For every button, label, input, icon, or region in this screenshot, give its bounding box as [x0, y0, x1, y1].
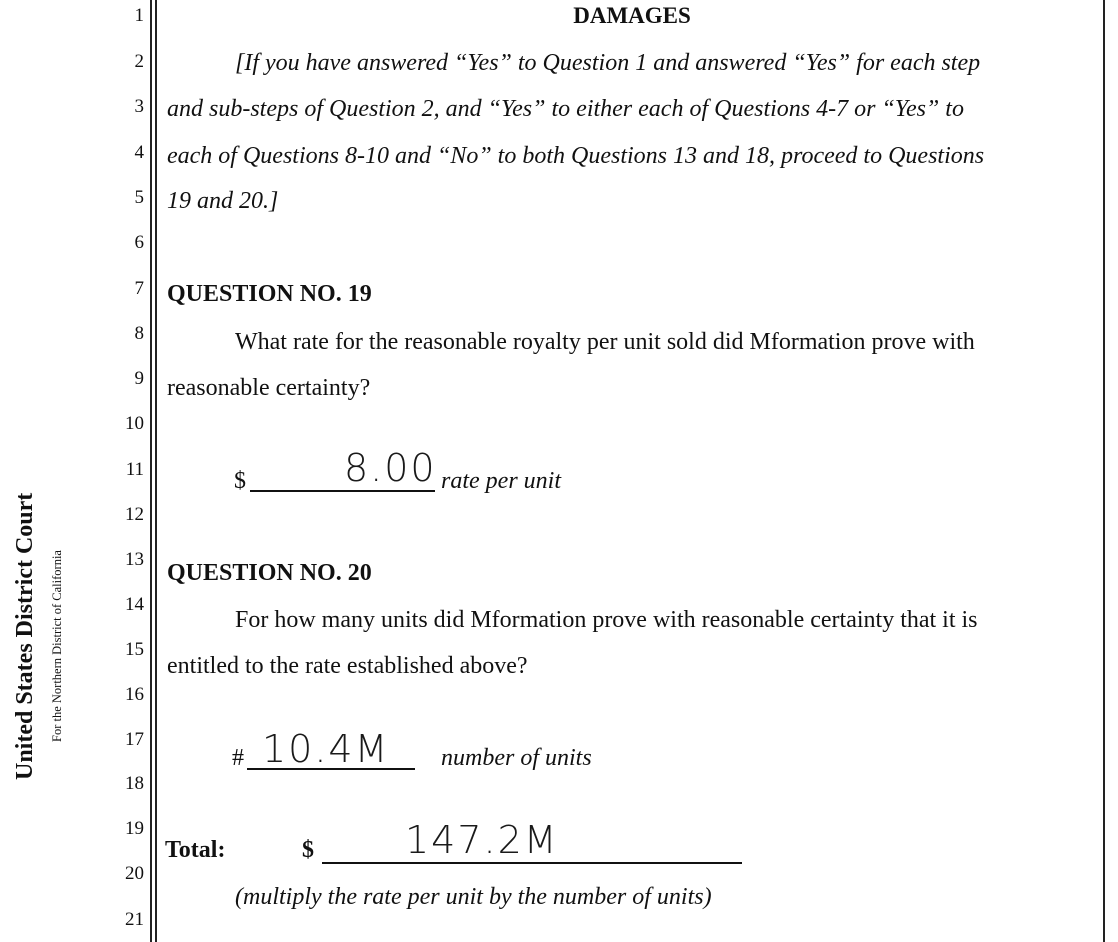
line-number: 1 [134, 5, 144, 26]
question-20-suffix: number of units [441, 745, 592, 771]
court-name: United States District Court [12, 492, 38, 780]
instruction-line: and sub-steps of Question 2, and “Yes” to either each of Questions 4-7 or “Yes” to [167, 96, 964, 122]
question-19-answer: 8.00 [344, 446, 437, 490]
instruction-line: [If you have answered “Yes” to Question 1 and answered “Yes” for each step [235, 50, 981, 76]
line-number: 8 [134, 323, 144, 344]
instruction-line: each of Questions 8-10 and “No” to both Questions 13 and 18, proceed to Questions [167, 143, 985, 169]
line-number: 5 [134, 187, 144, 208]
line-number: 10 [125, 413, 144, 434]
line-number: 4 [134, 142, 144, 163]
line-number: 12 [125, 504, 144, 525]
line-number: 7 [134, 278, 144, 299]
line-number: 14 [125, 594, 144, 615]
question-20-title: QUESTION NO. 20 [167, 560, 372, 586]
line-number: 15 [125, 639, 144, 660]
total-answer-line [322, 862, 742, 864]
question-20-text: For how many units did Mformation prove with reasonable certainty that it is [235, 607, 978, 633]
line-number: 18 [125, 773, 144, 794]
right-margin-rule [1103, 0, 1105, 942]
total-answer: 147.2M [405, 818, 559, 862]
question-19-answer-line [250, 490, 435, 492]
total-note: (multiply the rate per unit by the number of units) [235, 884, 712, 910]
line-number: 17 [125, 729, 144, 750]
question-20-answer: 10.4M [262, 727, 390, 771]
question-20-text: entitled to the rate established above? [167, 653, 528, 679]
instruction-line: 19 and 20.] [167, 188, 279, 214]
line-number: 20 [125, 863, 144, 884]
total-label: Total: [165, 837, 226, 863]
line-number: 3 [134, 96, 144, 117]
line-number: 13 [125, 549, 144, 570]
left-margin-rule [155, 0, 157, 942]
line-number: 9 [134, 368, 144, 389]
question-19-text: What rate for the reasonable royalty per unit sold did Mformation prove with [235, 329, 975, 355]
line-number: 19 [125, 818, 144, 839]
page-title: DAMAGES [573, 3, 691, 28]
line-number: 11 [125, 459, 144, 480]
question-19-text: reasonable certainty? [167, 375, 371, 401]
question-19-prefix: $ [234, 468, 246, 494]
question-19-title: QUESTION NO. 19 [167, 281, 372, 307]
line-number: 16 [125, 684, 144, 705]
line-number: 21 [125, 909, 144, 930]
question-20-prefix: # [232, 745, 244, 771]
question-19-suffix: rate per unit [441, 468, 561, 494]
left-margin-rule [150, 0, 152, 942]
line-number: 6 [134, 232, 144, 253]
court-district: For the Northern District of California [50, 550, 64, 742]
total-prefix: $ [302, 837, 314, 863]
line-number: 2 [134, 51, 144, 72]
